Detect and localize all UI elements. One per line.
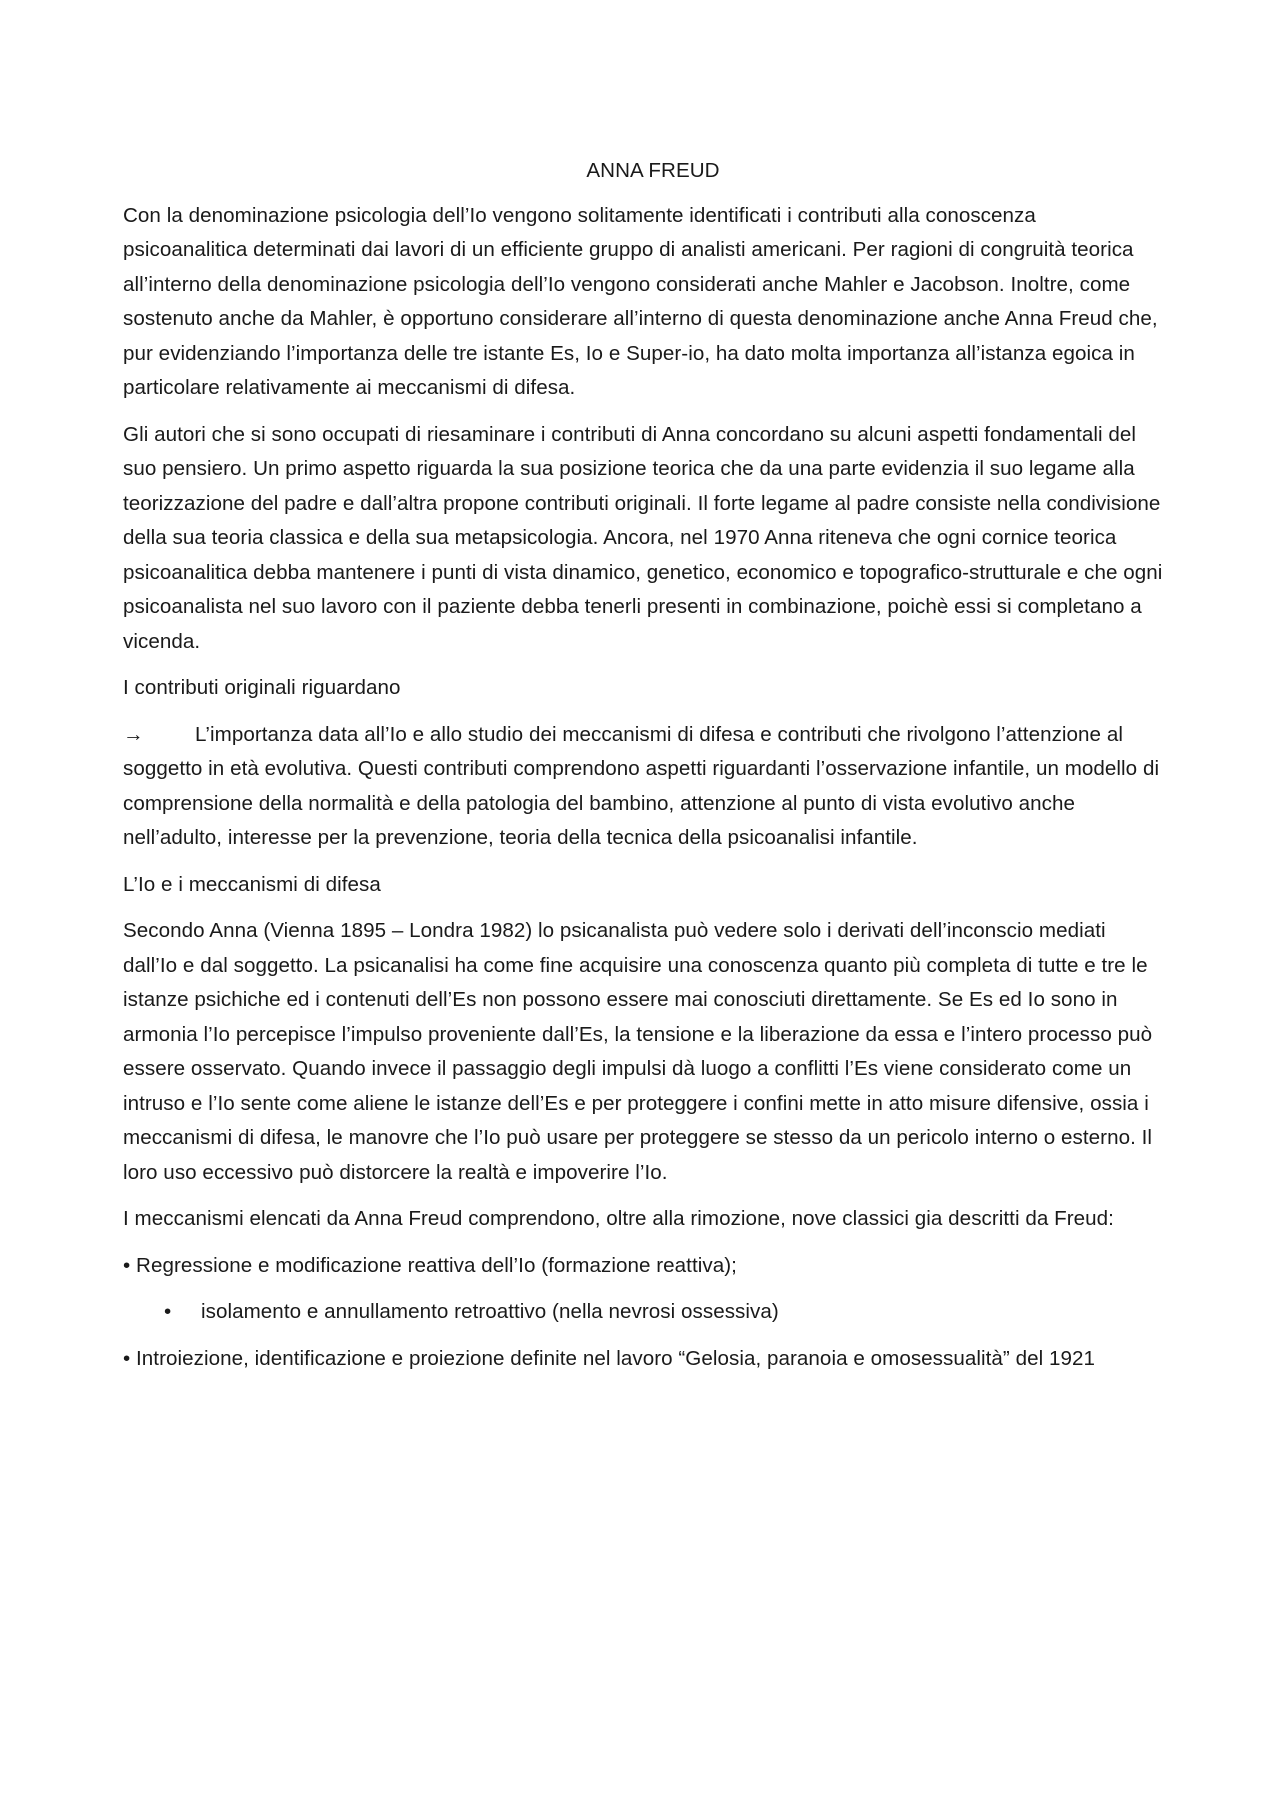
bullet-dot-icon: • [164, 1300, 172, 1323]
bullet-item-regression: • Regressione e modificazione reattiva dell’Io (formazione reattiva); [123, 1253, 737, 1277]
arrow-right-icon: → [123, 722, 144, 746]
paragraph-authors: Gli autori che si sono occupati di riesaminare i contributi di Anna concordano su alcuni aspetti fondamentali del suo pensiero. Un primo aspetto riguarda la sua posizione teorica che da una parte evidenzia il suo legame alla teorizzazione del padre e dall’altra propone contributi originali. Il forte legame al padre consiste nella condivisione della sua teoria classica e della sua metapsicologia. Ancora, nel 1970 Anna riteneva che ogni cornice teorica psicoanalitica debba mantenere i punti di vista dinamico, genetico, economico e topografico-strutturale e che ogni psicoanalista nel suo lavoro con il paziente debba tenerli presenti in combinazione, poichè essi si completano a vicenda. [123, 422, 1163, 653]
document-title: ANNA FREUD [586, 159, 720, 182]
paragraph-defense: Secondo Anna (Vienna 1895 – Londra 1982) lo psicanalista può vedere solo i derivati dell’inconscio mediati dall’Io e dal soggetto. La psicanalisi ha come fine acquisire una conoscenza quanto più completa di tutte e tre le istanze psichiche ed i contenuti dell’Es non possono essere mai conosciuti direttamente. Se Es ed Io sono in armonia l’Io percepisce l’impulso proveniente dall’Es, la tensione e la liberazione da essa e l’intero processo può essere osservato. Quando invece il passaggio degli impulsi dà luogo a conflitti l’Es viene considerato come un intruso e l’Io sente come aliene le istanze dell’Es e per proteggere i confini mette in atto misure difensive, ossia i meccanismi di difesa, le manovre che l’Io può usare per proteggere se stesso da un pericolo interno o esterno. Il loro uso eccessivo può distorcere la realtà e impoverire l’Io. [123, 919, 1153, 1184]
arrow-item-text: L’importanza data all’Io e allo studio dei meccanismi di difesa e contributi che rivolgono l’attenzione al soggetto in età evolutiva. Questi contributi comprendono aspetti riguardanti l’osservazione infantile, un modello di comprensione della normalità e della patologia del bambino, attenzione al punto di vista evolutivo anche nell’adulto, interesse per la prevenzione, teoria della tecnica della psicoanalisi infantile. [123, 722, 1160, 849]
paragraph-intro: Con la denominazione psicologia dell’Io vengono solitamente identificati i contributi alla conoscenza psicoanalitica determinati dai lavori di un efficiente gruppo di analisti americani. Per ragioni di congruità teorica all’interno della denominazione psicologia dell’Io vengono considerati anche Mahler e Jacobson. Inoltre, come sostenuto anche da Mahler, è opportuno considerare all’interno di questa denominazione anche Anna Freud che, pur evidenziando l’importanza delle tre istante Es, Io e Super-io, ha dato molta importanza all’istanza egoica in particolare relativamente ai meccanismi di difesa. [123, 203, 1158, 399]
paragraph-mechanisms-lead: I meccanismi elencati da Anna Freud comprendono, oltre alla rimozione, nove classici gia descritti da Freud: [123, 1207, 1114, 1230]
document-body [123, 154, 1163, 1388]
arrow-list-item [123, 718, 1163, 856]
paragraph-contributions-lead: I contributi originali riguardano [123, 676, 401, 699]
bullet-item-introjection: • Introiezione, identificazione e proiezione definite nel lavoro “Gelosia, paranoia e omosessualità” del 1921 [123, 1346, 1095, 1370]
section-heading: L’Io e i meccanismi di difesa [123, 872, 381, 896]
bullet-item-isolation-text: isolamento e annullamento retroattivo (nella nevrosi ossessiva) [201, 1300, 779, 1323]
bullet-item-isolation [123, 1295, 1163, 1330]
